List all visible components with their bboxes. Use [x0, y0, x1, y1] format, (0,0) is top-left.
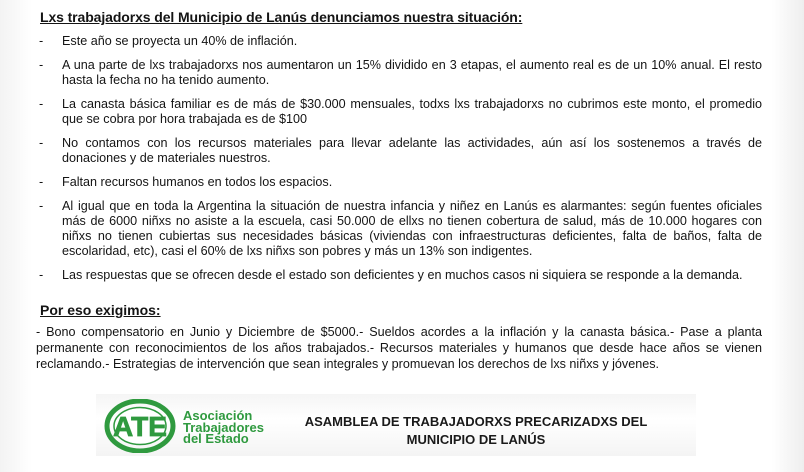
assembly-title-line: MUNICIPIO DE LANÚS — [406, 432, 546, 447]
list-item-text: Este año se proyecta un 40% de inflación. — [62, 34, 298, 48]
bullet-dash: - — [39, 268, 44, 282]
assembly-title-line: ASAMBLEA DE TRABAJADORXS PRECARIZADXS DEL — [304, 414, 648, 429]
list-item-text: Las respuestas que se ofrecen desde el estado son deficientes y en muchos casos ni siquiera se responde a la demanda. — [62, 268, 743, 282]
bullet-dash: - — [39, 199, 44, 213]
org-name-line: del Estado — [183, 431, 249, 446]
list-item — [36, 97, 762, 127]
bullet-dash: - — [39, 97, 44, 111]
bullet-dash: - — [39, 175, 44, 189]
list-item — [36, 58, 762, 88]
list-item — [36, 34, 762, 49]
list-item-text: No contamos con los recursos materiales para llevar adelante las actividades, aún así los sostenemos a través de donaciones y de materiales nuestros. — [62, 136, 762, 165]
demands-text: - Bono compensatorio en Junio y Diciembre de $5000.- Sueldos acordes a la inflación y la canasta básica.- Pase a planta permanente con reconocimientos de los años trabajados.- Recursos materiales y humanos que desde hace años se vienen reclamando.- Estrategias de intervención que sean integrales y promuevan los derechos de lxs niñxs y jóvenes. — [36, 325, 762, 371]
org-name-line: Asociación — [183, 408, 253, 423]
complaints-list — [36, 34, 762, 292]
list-item-text: Faltan recursos humanos en todos los espacios. — [62, 175, 333, 189]
bullet-dash: - — [39, 58, 44, 72]
org-name-line: Trabajadores — [183, 419, 264, 435]
org-name — [183, 410, 264, 445]
page-heading: Lxs trabajadorxs del Municipio de Lanús denunciamos nuestra situación: — [40, 9, 523, 25]
list-item — [36, 175, 762, 190]
assembly-title — [296, 413, 656, 449]
list-item — [36, 199, 762, 259]
list-item — [36, 136, 762, 166]
list-item-text: La canasta básica familiar es de más de $30.000 mensuales, todxs lxs trabajadorxs no cubrimos este monto, el promedio que se cobra por hora trabajada es de $100 — [62, 97, 762, 126]
ate-logo — [104, 399, 176, 453]
list-item-text: Al igual que en toda la Argentina la situación de nuestra infancia y niñez en Lanús es alarmantes: según fuentes oficiales más de 6000 niñxs no asiste a la escuela, casi 50.000 de ellxs no tienen cobertura de salud, más de 10.000 hogares con niñxs no tienen cubiertas sus necesidades básicas (viviendas con infraestructuras deficientes, falta de baños, falta de escolaridad, etc), casi el 60% de lxs niñxs son pobres y más un 13% son indigentes. — [62, 199, 762, 258]
list-item-text: A una parte de lxs trabajadorxs nos aumentaron un 15% dividido en 3 etapas, el aumento real es de un 10% anual. El resto hasta la fecha no ha tenido aumento. — [62, 58, 762, 87]
ate-logo-text: ATE — [113, 411, 167, 442]
bullet-dash: - — [39, 34, 44, 48]
demands-heading: Por eso exigimos: — [40, 302, 161, 318]
bullet-dash: - — [39, 136, 44, 150]
list-item — [36, 268, 762, 283]
